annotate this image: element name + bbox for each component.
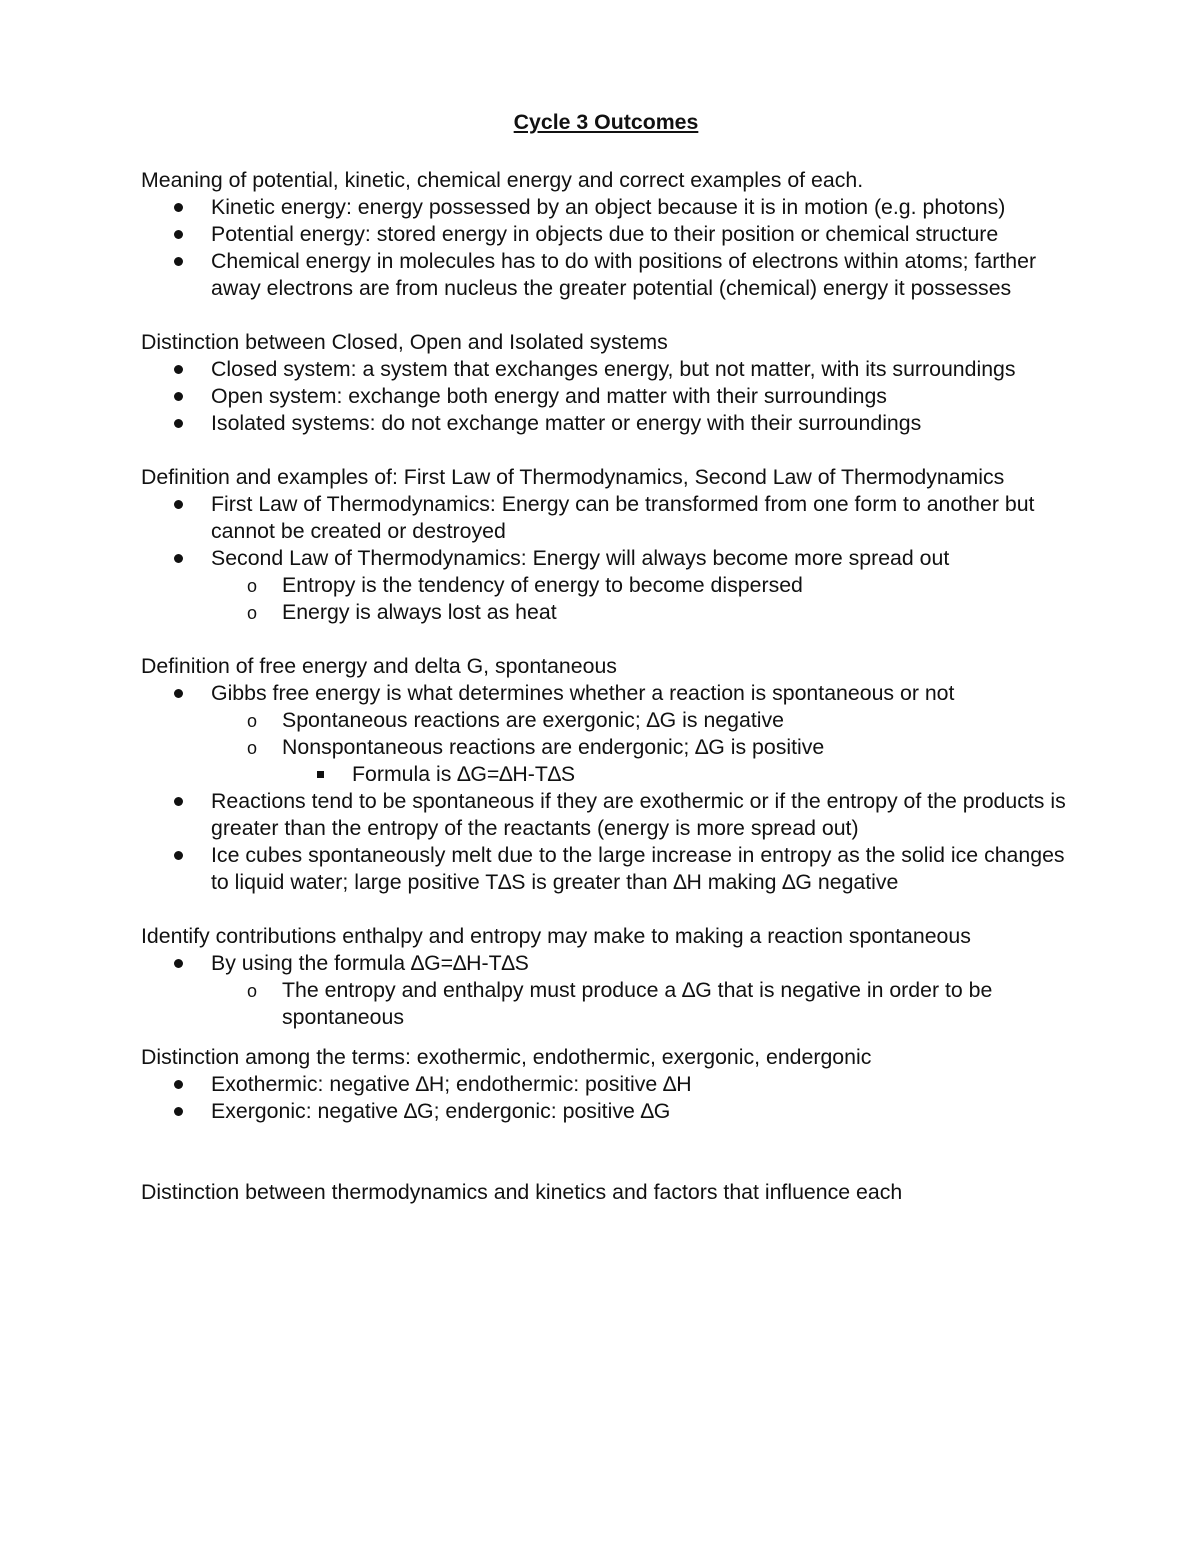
list-item: Isolated systems: do not exchange matter or energy with their surroundings [141,410,1071,437]
bullet-disc-icon [174,851,183,860]
bullet-disc-icon [174,1107,183,1116]
list-item: o Spontaneous reactions are exergonic; ∆G is negative [141,707,1071,734]
bullet-disc-icon [174,959,183,968]
bullet-disc-icon [174,230,183,239]
section-energy-types [141,167,1071,302]
list-item: Exergonic: negative ∆G; endergonic: positive ∆G [141,1098,1071,1125]
list-item: Formula is ∆G=∆H-T∆S [141,761,1071,788]
section-free-energy [141,653,1071,896]
section-heading: Identify contributions enthalpy and entropy may make to making a reaction spontaneous [141,924,971,948]
bullet-disc-icon [174,419,183,428]
list-item: Closed system: a system that exchanges energy, but not matter, with its surroundings [141,356,1071,383]
bullet-disc-icon [174,689,183,698]
list-item: First Law of Thermodynamics: Energy can be transformed from one form to another but cannot be created or destroyed [141,491,1071,545]
bullet-circle-icon: o [247,738,258,758]
document-page [141,109,1071,1206]
bullet-disc-icon [174,203,183,212]
list-item: o Entropy is the tendency of energy to become dispersed [141,572,1071,599]
bullet-square-icon [317,771,324,778]
list-item: Kinetic energy: energy possessed by an object because it is in motion (e.g. photons) [141,194,1071,221]
section-terms [141,1044,1071,1125]
list-item: o Energy is always lost as heat [141,599,1071,626]
bullet-disc-icon [174,797,183,806]
list-item: Gibbs free energy is what determines whether a reaction is spontaneous or not [141,680,1071,707]
bullet-circle-icon: o [247,711,258,731]
list-item: Second Law of Thermodynamics: Energy will always become more spread out [141,545,1071,572]
bullet-circle-icon: o [247,981,258,1001]
section-thermo-kinetics [141,1179,1071,1206]
section-heading: Distinction between Closed, Open and Isolated systems [141,330,668,354]
bullet-list [141,950,1071,1031]
bullet-disc-icon [174,257,183,266]
section-heading: Distinction between thermodynamics and kinetics and factors that influence each [141,1180,903,1204]
bullet-list [141,1071,1071,1125]
list-item: Ice cubes spontaneously melt due to the large increase in entropy as the solid ice changes to liquid water; large positive T∆S is greater than ∆H making ∆G negative [141,842,1071,896]
document-title: Cycle 3 Outcomes [513,110,699,134]
section-heading: Definition of free energy and delta G, spontaneous [141,654,617,678]
bullet-disc-icon [174,554,183,563]
list-item: Open system: exchange both energy and matter with their surroundings [141,383,1071,410]
bullet-disc-icon [174,500,183,509]
section-heading: Definition and examples of: First Law of Thermodynamics, Second Law of Thermodynamics [141,465,1005,489]
list-item: Potential energy: stored energy in objects due to their position or chemical structure [141,221,1071,248]
bullet-disc-icon [174,392,183,401]
bullet-disc-icon [174,365,183,374]
bullet-circle-icon: o [247,576,258,596]
list-item: o Nonspontaneous reactions are endergonic; ∆G is positive [141,734,1071,761]
section-thermo-laws [141,464,1071,626]
list-item: By using the formula ∆G=∆H-T∆S [141,950,1071,977]
bullet-disc-icon [174,1080,183,1089]
section-heading: Distinction among the terms: exothermic, endothermic, exergonic, endergonic [141,1045,872,1069]
list-item: o The entropy and enthalpy must produce a ∆G that is negative in order to be spontaneous [247,978,993,1029]
section-enthalpy-entropy [141,923,1071,1031]
bullet-list [141,356,1071,437]
list-item: Reactions tend to be spontaneous if they are exothermic or if the entropy of the products is greater than the entropy of the reactants (energy is more spread out) [141,788,1071,842]
list-item: Exothermic: negative ∆H; endothermic: positive ∆H [141,1071,1071,1098]
section-heading: Meaning of potential, kinetic, chemical energy and correct examples of each. [141,168,864,192]
bullet-list [141,194,1071,302]
list-item: Chemical energy in molecules has to do with positions of electrons within atoms; farther away electrons are from nucleus the greater potential (chemical) energy it possesses [141,248,1071,302]
bullet-list [141,491,1071,626]
bullet-list [141,680,1071,896]
section-systems [141,329,1071,437]
bullet-circle-icon: o [247,603,258,623]
